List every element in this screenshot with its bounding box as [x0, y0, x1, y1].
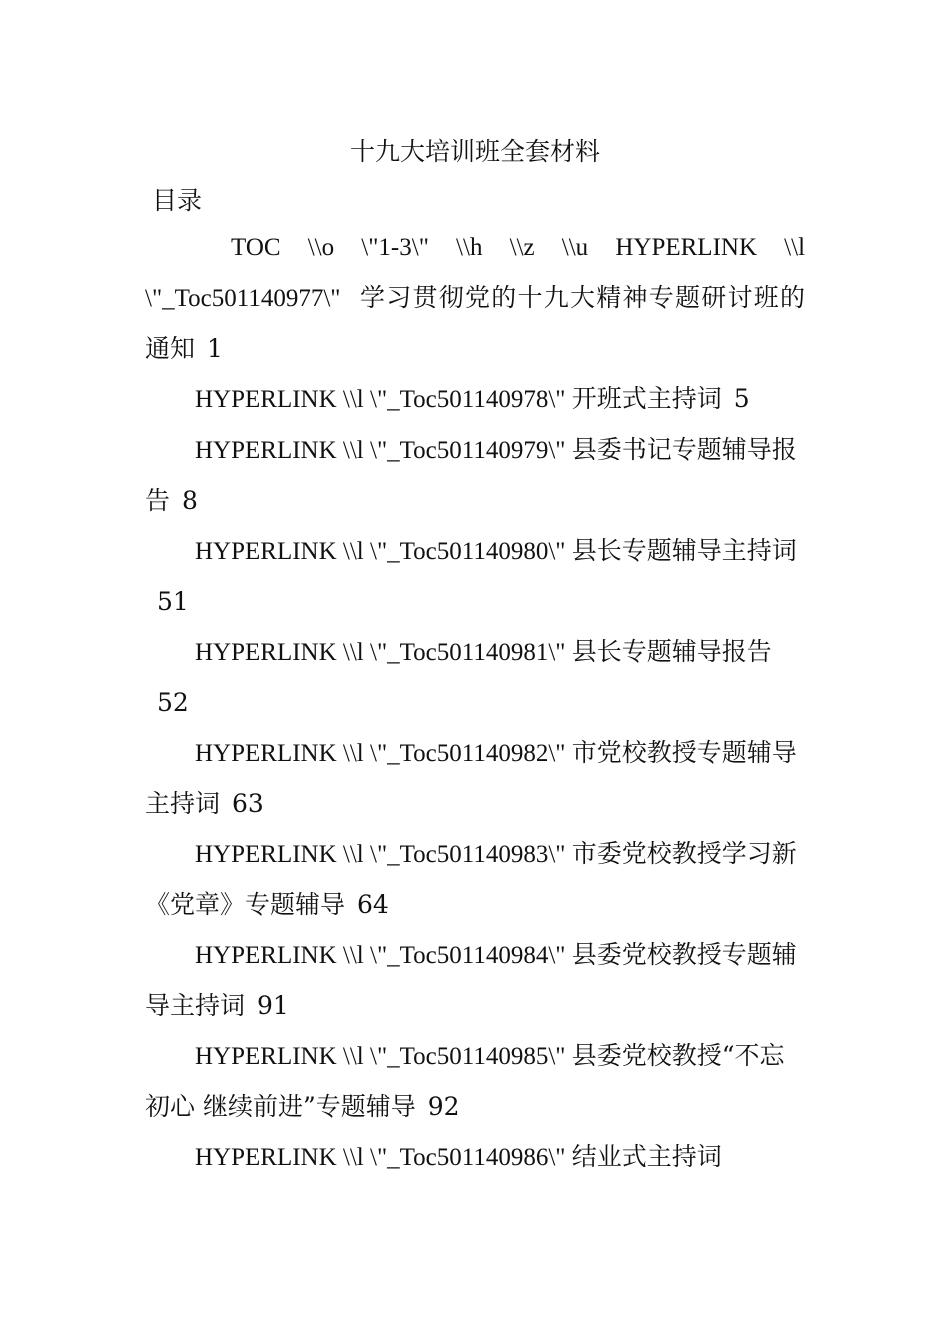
- toc-entry[interactable]: [145, 526, 805, 627]
- toc-entry-page: 51: [157, 587, 189, 616]
- toc-entry[interactable]: [145, 728, 805, 829]
- toc-entry-page: 5: [733, 384, 750, 413]
- toc-entry-page: 64: [357, 890, 389, 919]
- toc-entry-field: HYPERLINK \\l \"_Toc501140980\": [195, 538, 572, 565]
- table-of-contents: [145, 222, 805, 1183]
- toc-entry-text: 市党校教授专题辅导主持词: [145, 738, 797, 818]
- toc-entry-field: HYPERLINK \\l \"_Toc501140978\": [195, 386, 572, 413]
- toc-entry-field: HYPERLINK \\l \"_Toc501140985\": [195, 1043, 572, 1070]
- toc-entry-text: 县长专题辅导报告: [571, 637, 772, 666]
- toc-entry[interactable]: [145, 829, 805, 930]
- toc-entry[interactable]: [145, 1031, 805, 1132]
- toc-entry-page: 92: [427, 1092, 460, 1121]
- toc-entry-text: 县委书记专题辅导报告: [145, 435, 797, 515]
- toc-entry-field: HYPERLINK \\l \"_Toc501140982\": [195, 740, 572, 767]
- toc-entry-field: HYPERLINK \\l \"_Toc501140979\": [195, 437, 572, 464]
- toc-entry-field: HYPERLINK \\l \"_Toc501140981\": [195, 639, 572, 666]
- toc-entry[interactable]: [145, 374, 805, 425]
- toc-entry-page: 1: [207, 334, 223, 363]
- toc-entry-text: 县委党校教授“不忘初心 继续前进”专题辅导: [145, 1041, 785, 1121]
- toc-entry-text: 县委党校教授专题辅导主持词: [145, 940, 797, 1020]
- toc-entry-text: 学习贯彻党的十九大精神专题研讨班的通知: [145, 283, 805, 363]
- toc-entry-field: HYPERLINK \\l \"_Toc501140986\": [195, 1144, 572, 1171]
- toc-entry-text: 市委党校教授学习新《党章》专题辅导: [145, 839, 797, 919]
- toc-entry-page: 63: [232, 789, 264, 818]
- toc-entry-page: 8: [182, 486, 198, 515]
- toc-entry-page: 52: [157, 688, 189, 717]
- toc-entry-text: 开班式主持词: [571, 384, 722, 413]
- toc-entry-text: 县长专题辅导主持词: [571, 536, 797, 565]
- toc-entry[interactable]: [145, 930, 805, 1031]
- toc-field-code: TOC \\o \"1-3\" \\h \\z \\u: [231, 234, 616, 261]
- toc-entry[interactable]: [145, 627, 805, 728]
- toc-entry[interactable]: [145, 222, 805, 374]
- toc-entry-field: HYPERLINK \\l \"_Toc501140984\": [195, 942, 572, 969]
- toc-entry[interactable]: [145, 1132, 805, 1183]
- document-title: 十九大培训班全套材料: [349, 137, 600, 166]
- toc-entry-field: HYPERLINK \\l \"_Toc501140977\": [145, 234, 806, 312]
- toc-entry-page: 91: [257, 991, 289, 1020]
- toc-entry-text: 结业式主持词: [571, 1142, 722, 1171]
- toc-entry-field: HYPERLINK \\l \"_Toc501140983\": [195, 841, 572, 868]
- toc-heading: 目录: [152, 186, 203, 215]
- toc-entry[interactable]: [145, 425, 805, 526]
